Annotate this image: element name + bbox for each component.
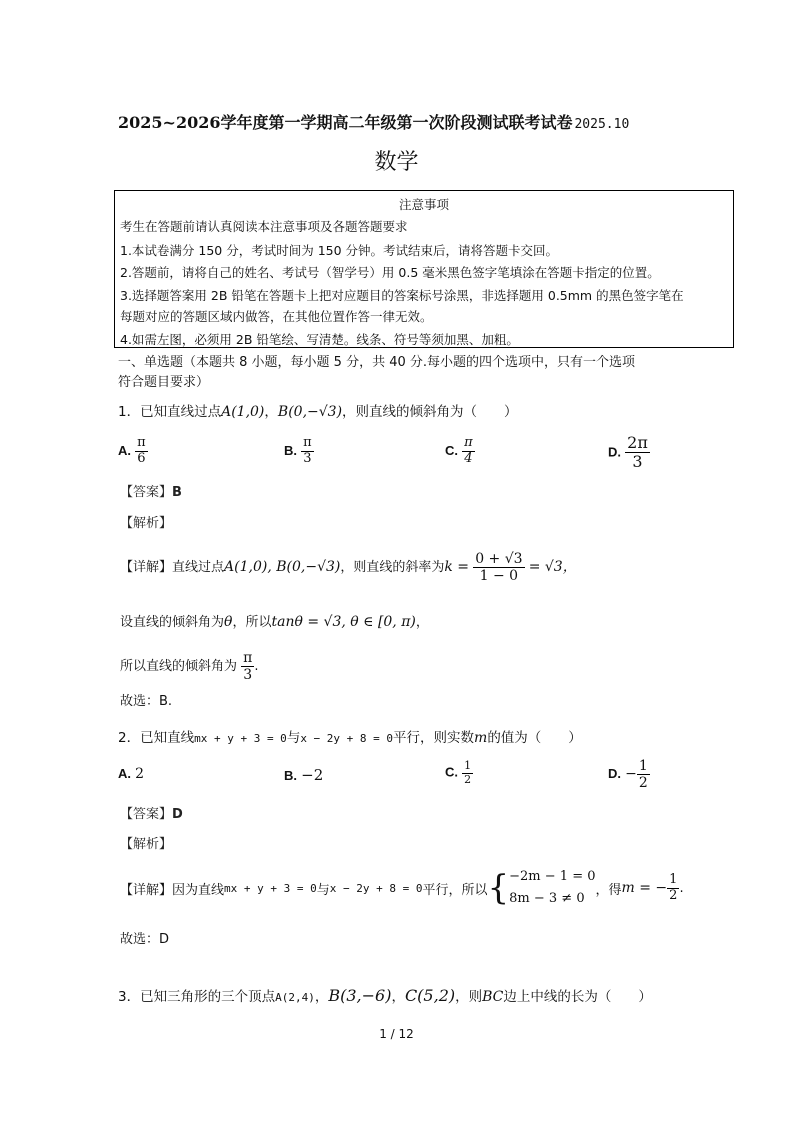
option-fraction xyxy=(637,758,650,791)
detail-text: ， xyxy=(415,615,429,630)
question-3-stem xyxy=(118,985,652,1005)
line-1-equation: mx + y + 3 = 0 xyxy=(194,732,287,745)
option-sign: − xyxy=(625,766,637,783)
option-label: C. xyxy=(445,764,458,780)
frac-den: 3 xyxy=(632,452,643,472)
frac-den: 6 xyxy=(137,450,146,466)
notice-line: 4.如需左图，必须用 2B 铅笔绘、写清楚。线条、符号等须加黑、加粗。 xyxy=(120,332,519,347)
slope-lhs: k = xyxy=(444,559,470,576)
option-label: A. xyxy=(118,766,131,781)
q2-text-end: 的值为（ ） xyxy=(487,730,582,746)
q3-text-end: 边上中线的长为（ ） xyxy=(503,989,652,1005)
result-fraction xyxy=(241,650,254,683)
notice-line: 1.本试卷满分 150 分，考试时间为 150 分钟。考试结束后，请将答题卡交回。 xyxy=(120,243,559,258)
q1-option-d xyxy=(608,434,650,472)
q3-text: ，则 xyxy=(455,989,483,1005)
q2-option-a xyxy=(118,766,144,782)
detail-points: A(1,0), B(0,−√3) xyxy=(224,559,341,576)
segment-bc: BC xyxy=(482,989,504,1005)
frac-den: 2 xyxy=(464,772,472,786)
frac-num: π xyxy=(137,435,146,450)
q3-comma: ， xyxy=(391,989,405,1005)
frac-den: 3 xyxy=(243,667,253,684)
q2-option-b xyxy=(284,766,323,784)
option-fraction xyxy=(462,760,473,786)
slope-rhs: = √3， xyxy=(528,559,577,576)
detail-text: 因为直线 xyxy=(172,882,225,898)
tan-expression: tanθ = √3, θ ∈ [0, π) xyxy=(271,614,416,630)
notice-line: 考生在答题前请认真阅读本注意事项及各题答题要求 xyxy=(120,219,408,234)
q1-option-c xyxy=(445,436,475,467)
q3-text: 3．已知三角形的三个顶点 xyxy=(118,989,276,1005)
section-heading-line1: 一、单选题（本题共 8 小题，每小题 5 分，共 40 分.每小题的四个选项中，只有一个选项 xyxy=(118,355,636,370)
q2-analysis-tag: 【解析】 xyxy=(120,837,173,852)
option-label: B. xyxy=(284,768,297,783)
option-value: 2 xyxy=(135,766,145,782)
line-2-equation: x − 2y + 8 = 0 xyxy=(329,881,423,895)
detail-text: ，得 xyxy=(595,882,622,898)
answer-value: B xyxy=(172,485,182,500)
detail-tag: 【详解】 xyxy=(120,882,173,898)
frac-den: 3 xyxy=(303,450,312,466)
system-eq-1: −2m − 1 = 0 xyxy=(509,869,596,884)
frac-num: 2π xyxy=(627,433,648,452)
option-fraction xyxy=(625,434,650,472)
q1-text-end: ，则直线的倾斜角为（ ） xyxy=(342,404,518,420)
point-b: B(0,−√3) xyxy=(277,404,343,420)
frac-num: 1 xyxy=(669,871,678,887)
frac-num: 1 xyxy=(464,759,472,772)
q1-conclusion: 故选：B. xyxy=(120,694,173,709)
line-1-equation: mx + y + 3 = 0 xyxy=(224,881,317,895)
system-brace: { xyxy=(487,868,510,908)
option-label: A. xyxy=(118,442,131,458)
option-fraction xyxy=(301,436,314,467)
frac-den: 4 xyxy=(464,450,473,466)
option-label: C. xyxy=(445,442,458,458)
subject-heading: 数学 xyxy=(374,150,419,175)
frac-den: 1 − 0 xyxy=(479,568,519,585)
exam-title xyxy=(118,110,629,133)
frac-den: 2 xyxy=(669,887,678,903)
detail-text: 所以直线的倾斜角为 xyxy=(120,659,238,675)
line-2-equation: x − 2y + 8 = 0 xyxy=(300,732,394,745)
option-label: D. xyxy=(608,444,621,460)
option-label: D. xyxy=(608,766,621,782)
detail-text: . xyxy=(679,880,684,896)
frac-num: π xyxy=(303,435,312,450)
exam-title-text: 2025~2026学年度第一学期高二年级第一次阶段测试联考试卷 xyxy=(118,113,573,132)
equation-system xyxy=(509,866,595,910)
detail-text: ，则直线的斜率为 xyxy=(340,560,445,576)
q2-text: 2．已知直线 xyxy=(118,730,195,746)
frac-num: 0 + √3 xyxy=(475,551,523,567)
question-2-stem xyxy=(118,726,582,746)
result-lhs: m = − xyxy=(621,880,668,896)
detail-text: 平行，所以 xyxy=(422,882,488,898)
answer-tag: 【答案】 xyxy=(120,485,173,500)
q2-text: 平行，则实数 xyxy=(393,730,475,746)
q1-detail-line3 xyxy=(120,650,259,683)
notice-line: 每题对应的答题区域内做答，在其他位置作答一律无效。 xyxy=(120,309,433,324)
detail-text: . xyxy=(254,659,259,675)
option-value: −2 xyxy=(301,766,324,784)
point-c: C(5,2) xyxy=(404,986,456,1005)
system-eq-2: 8m − 3 ≠ 0 xyxy=(509,891,585,906)
notice-line: 3.选择题答案用 2B 铅笔在答题卡上把对应题目的答案标号涂黑，非选择题用 0.5mm 的黑色签字笔在 xyxy=(120,288,684,303)
frac-den: 2 xyxy=(638,775,648,792)
exam-date: 2025.10 xyxy=(574,117,630,132)
frac-num: π xyxy=(243,650,253,666)
q1-option-b xyxy=(284,436,314,467)
page-number: 1 / 12 xyxy=(379,1027,414,1041)
answer-tag: 【答案】 xyxy=(120,807,173,822)
variable-m: m xyxy=(474,730,488,746)
q2-option-c xyxy=(445,760,473,786)
q1-text: 1．已知直线过点 xyxy=(118,404,222,420)
q2-option-d xyxy=(608,758,650,791)
q1-answer xyxy=(120,481,182,500)
frac-num: 1 xyxy=(638,758,648,774)
q3-comma: ， xyxy=(314,989,329,1005)
option-label: B. xyxy=(284,442,297,458)
section-heading-line2: 符合题目要求） xyxy=(118,375,210,390)
detail-text: 设直线的倾斜角为 xyxy=(120,615,225,630)
point-b: B(3,−6) xyxy=(328,986,392,1005)
notice-line: 2.答题前，请将自己的姓名、考试号（智学号）用 0.5 毫米黑色签字笔填涂在答题卡指定的位置。 xyxy=(120,265,660,280)
q2-detail-line xyxy=(120,866,684,910)
detail-text: 与 xyxy=(316,882,330,898)
q1-comma: ， xyxy=(264,404,278,420)
q1-option-a xyxy=(118,436,148,467)
notice-box xyxy=(114,190,734,348)
detail-text: 直线过点 xyxy=(172,560,225,576)
detail-text: ，所以 xyxy=(232,615,272,630)
q1-detail-line2 xyxy=(120,611,429,630)
q2-conclusion: 故选：D xyxy=(120,932,170,947)
question-1-stem xyxy=(118,400,518,420)
slope-fraction xyxy=(473,551,524,584)
theta-symbol: θ xyxy=(224,614,233,630)
result-fraction xyxy=(667,873,679,904)
detail-tag: 【详解】 xyxy=(120,560,173,576)
notice-title: 注意事项 xyxy=(398,197,449,212)
q2-answer xyxy=(120,803,183,822)
option-fraction xyxy=(135,436,148,467)
point-a: A(2,4) xyxy=(275,991,315,1004)
q1-analysis-tag: 【解析】 xyxy=(120,516,173,531)
q2-text: 与 xyxy=(286,730,301,746)
answer-value: D xyxy=(172,807,183,822)
q1-detail-line1 xyxy=(120,551,577,584)
frac-num: π xyxy=(464,435,473,450)
point-a: A(1,0) xyxy=(221,404,265,420)
option-fraction xyxy=(462,436,475,467)
